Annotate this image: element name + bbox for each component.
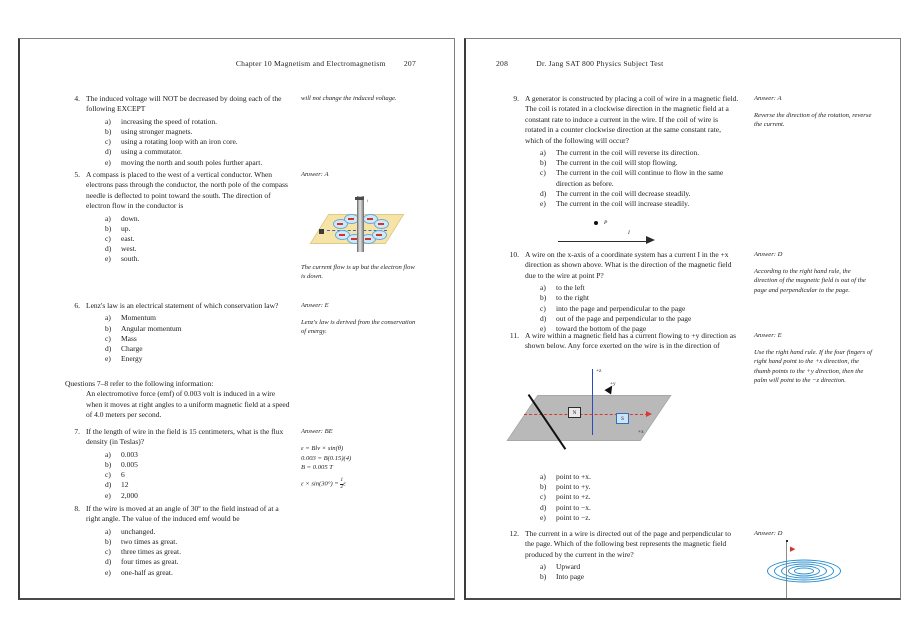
choice-text: up. — [121, 223, 131, 233]
choice-label: e) — [540, 512, 546, 522]
choice-text: using a rotating loop with an iron core. — [121, 137, 238, 147]
choice-item[interactable] — [65, 324, 293, 334]
choice-text: 0.003 — [121, 449, 138, 459]
question-4-margin-note — [301, 94, 419, 103]
choice-label: b) — [540, 482, 547, 492]
question-9-margin-note — [754, 94, 872, 130]
intro-heading: Questions 7–8 refer to the following information: — [65, 379, 214, 388]
choice-item[interactable] — [504, 572, 739, 582]
choice-text: moving the north and south poles further apart. — [121, 157, 263, 167]
choice-text: out of the page and perpendicular to the page — [556, 313, 692, 323]
choice-label: b) — [105, 537, 112, 547]
choice-label: a) — [105, 526, 111, 536]
question-7-choices — [65, 450, 293, 501]
choice-label: b) — [105, 127, 112, 137]
magnetic-field-3d-axes-diagram — [518, 365, 678, 465]
question-10-stem: A wire on the x-axis of a coordinate system has a current I in the +x direction as shown above. What is the direction of the magnetic field due to the wire at point P? — [525, 250, 732, 280]
choice-text: 6 — [121, 470, 125, 480]
margin-answer: Answer: BE — [301, 428, 333, 435]
question-11-choices — [504, 472, 739, 523]
question-12-stem: The current in a wire is directed out of the page and perpendicular to the page. Which of the following best represents the magnetic field produced by the current in the wire? — [525, 529, 731, 559]
choice-text: point to −x. — [556, 502, 591, 512]
wire-current-point-p-diagram — [536, 219, 686, 251]
choice-label: c) — [105, 547, 111, 557]
choice-label: b) — [540, 572, 547, 582]
choice-item[interactable] — [504, 189, 739, 199]
running-head-chapter: Chapter 10 Magnetism and Electromagnetism — [235, 59, 386, 68]
z-axis-line — [592, 369, 593, 435]
running-head-right — [496, 59, 664, 68]
choice-text: Mass — [121, 333, 137, 343]
choice-item[interactable] — [504, 283, 739, 293]
margin-note-text: Use the right hand rule. If the four fingers of right hand point to the +x direction, the thumb points to the +y direction, then the palm will point to the −z direction. — [754, 349, 872, 384]
intro-body: An electromotive force (emf) of 0.003 volt is induced in a wire when it moves at right angles to a uniform magnetic field at a speed of 4.0 meters per second. — [86, 389, 290, 420]
wire-top-dot-icon — [786, 540, 788, 542]
choice-item[interactable] — [65, 480, 293, 490]
choice-item[interactable] — [65, 127, 293, 137]
choice-text: into the page and perpendicular to the page — [556, 303, 686, 313]
choice-item[interactable] — [65, 344, 293, 354]
choice-item[interactable] — [65, 547, 293, 557]
choice-label: e) — [105, 157, 111, 167]
choice-text: Into page — [556, 572, 585, 582]
question-5-stem: A compass is placed to the west of a vertical conductor. When electrons pass through the conductor, the north pole of the compass needle is deflected to point toward the south. The direction of electron flow in the conductor is — [86, 170, 288, 211]
choice-item[interactable] — [504, 314, 739, 324]
choice-text: The current in the coil will decrease steadily. — [556, 188, 691, 198]
choice-label: a) — [105, 116, 111, 126]
choice-label: d) — [105, 480, 112, 490]
choice-item[interactable] — [504, 158, 739, 168]
question-5-margin-caption — [301, 263, 419, 281]
choice-item[interactable] — [65, 491, 293, 501]
choice-text: The current in the coil will reverse its direction. — [556, 148, 700, 158]
question-7-math-derivation — [301, 444, 419, 490]
choice-item[interactable] — [65, 234, 293, 244]
choice-text: Angular momentum — [121, 323, 182, 333]
question-6-number: 6. — [74, 301, 80, 310]
choice-text: point to +x. — [556, 472, 591, 481]
choice-item[interactable] — [65, 354, 293, 364]
margin-answer: Answer: E — [301, 302, 329, 309]
choice-text: 2,000 — [121, 490, 138, 500]
concentric-magnetic-field-lines-diagram — [756, 537, 852, 600]
choice-item[interactable] — [65, 450, 293, 460]
field-line-ring — [767, 560, 841, 583]
math-line-4 — [301, 478, 419, 490]
current-label: i — [367, 198, 369, 203]
choice-text: Upward — [556, 562, 581, 572]
magnet-north-block: N — [568, 407, 581, 418]
choice-text: toward the bottom of the page — [556, 324, 647, 334]
question-7-stem: If the length of wire in the field is 15 centimeters, what is the flux density (in Teslas)? — [86, 427, 284, 447]
question-12-choices — [504, 562, 739, 582]
choice-text: down. — [121, 213, 140, 223]
choice-label: e) — [105, 567, 111, 577]
math-line-2: 0.003 = B(0.15)(4) — [301, 454, 352, 462]
choice-text: south. — [121, 254, 140, 264]
choice-item[interactable] — [65, 147, 293, 157]
margin-answer: Answer: E — [754, 332, 782, 339]
choice-item[interactable] — [65, 254, 293, 264]
marker-square — [319, 229, 324, 234]
question-5-number: 5. — [74, 170, 80, 179]
choice-label: d) — [540, 188, 547, 198]
choice-item[interactable] — [504, 513, 739, 523]
choice-item[interactable] — [504, 492, 739, 502]
question-9-number: 9. — [513, 94, 519, 103]
margin-answer: Answer: D — [754, 251, 783, 258]
question-11-margin-note — [754, 331, 872, 385]
y-axis-label: +y — [610, 381, 616, 387]
choice-label: a) — [540, 562, 546, 572]
choice-label: a) — [105, 313, 111, 323]
x-axis-arrow-icon — [646, 411, 652, 417]
current-direction-arrow-icon: ▶ — [790, 545, 796, 553]
current-arrow-icon — [646, 236, 655, 244]
page-left — [18, 38, 455, 600]
choice-label: a) — [105, 449, 111, 459]
choice-item[interactable] — [504, 168, 739, 188]
choice-text: increasing the speed of rotation. — [121, 116, 218, 126]
fraction-numerator: 1 — [340, 477, 344, 484]
choice-label: e) — [540, 199, 546, 209]
choice-item[interactable] — [65, 557, 293, 567]
choice-text: unchanged. — [121, 526, 156, 536]
choice-label: d) — [540, 502, 547, 512]
math-line-4-suffix: ε — [343, 481, 346, 489]
choice-label: b) — [105, 323, 112, 333]
choice-label: b) — [540, 158, 547, 168]
choice-item[interactable] — [504, 199, 739, 209]
choice-text: 12 — [121, 480, 129, 490]
choice-label: d) — [105, 147, 112, 157]
running-head-title: Dr. Jang SAT 800 Physics Subject Test — [536, 59, 664, 68]
choice-label: d) — [105, 557, 112, 567]
margin-answer: Answer: D — [754, 530, 783, 537]
choice-text: The current in the coil will stop flowing. — [556, 158, 678, 168]
choice-label: b) — [540, 293, 547, 303]
choice-item[interactable] — [65, 460, 293, 470]
choice-item[interactable] — [65, 214, 293, 224]
question-12-number: 12. — [509, 529, 519, 538]
question-4-number: 4. — [74, 94, 80, 103]
margin-note-text: Lenz's law is derived from the conservation of energy. — [301, 319, 416, 336]
choice-item[interactable] — [504, 472, 739, 482]
choice-label: c) — [105, 137, 111, 147]
choice-item[interactable] — [504, 562, 739, 572]
running-head-page-number: 208 — [496, 59, 509, 68]
question-10-number: 10. — [509, 250, 519, 259]
page-right — [464, 38, 901, 600]
choice-text: to the right — [556, 293, 589, 303]
choice-item[interactable] — [65, 244, 293, 254]
math-line-4-prefix: ε × sin(30°) = — [301, 481, 341, 489]
point-p-label: P — [604, 220, 608, 226]
choice-item[interactable] — [65, 470, 293, 480]
wire-axis-line — [558, 241, 648, 242]
choice-text: Energy — [121, 354, 143, 364]
choice-item[interactable] — [65, 334, 293, 344]
choice-text: Charge — [121, 344, 143, 354]
choice-text: using stronger magnets. — [121, 127, 193, 137]
choice-label: c) — [105, 333, 111, 343]
choice-label: a) — [540, 472, 546, 481]
choice-text: four times as great. — [121, 557, 179, 567]
choice-text: using a commutator. — [121, 147, 183, 157]
choice-label: d) — [540, 313, 547, 323]
choice-item[interactable] — [504, 503, 739, 513]
question-4-choices — [65, 117, 293, 168]
margin-note-text: According to the right hand rule, the direction of the magnetic field is out of the page and perpendicular to the page. — [754, 268, 866, 294]
question-5-margin-note — [301, 170, 419, 187]
vertical-conductor-rod — [357, 196, 364, 252]
compass-conductor-diagram — [317, 196, 403, 252]
margin-answer: Answer: A — [301, 171, 329, 178]
choice-label: c) — [540, 303, 546, 313]
compass-icon — [372, 230, 387, 240]
current-label: I — [628, 230, 630, 236]
rod-cap — [355, 197, 364, 200]
margin-note-text: The current flow is up but the electron flow is down. — [301, 264, 415, 281]
question-6-stem: Lenz's law is an electrical statement of which conservation law? — [86, 301, 279, 310]
question-8-stem: If the wire is moved at an angle of 30º to the field instead of at a right angle. The value of the induced emf would be — [86, 504, 279, 524]
choice-label: d) — [105, 244, 112, 254]
question-10-choices — [504, 283, 739, 334]
margin-note-text: will not change the induced voltage. — [301, 95, 397, 102]
choice-label: c) — [105, 470, 111, 480]
running-head-left — [236, 59, 416, 68]
math-line-1: ε = Blv × sin(θ) — [301, 445, 344, 453]
question-6-choices — [65, 313, 293, 364]
choice-text: point to +z. — [556, 492, 591, 502]
choice-label: c) — [540, 168, 546, 178]
choice-label: e) — [105, 354, 111, 364]
question-4-stem: The induced voltage will NOT be decreased by doing each of the following EXCEPT — [86, 94, 282, 114]
choice-item[interactable] — [504, 482, 739, 492]
choice-item[interactable] — [504, 148, 739, 158]
choice-text: east. — [121, 234, 135, 244]
choice-item[interactable] — [504, 293, 739, 303]
choice-item[interactable] — [65, 527, 293, 537]
point-p-dot-icon — [594, 221, 598, 225]
choice-text: The current in the coil will increase steadily. — [556, 199, 690, 209]
margin-note-text: Reverse the direction of the rotation, reverse the current. — [754, 112, 872, 129]
question-11-number: 11. — [509, 331, 519, 340]
field-plane-shape — [506, 395, 671, 441]
question-6-margin-note — [301, 301, 419, 337]
choice-text: The current in the coil will continue to flow in the same direction as before. — [556, 168, 724, 188]
question-5-choices — [65, 214, 293, 265]
choice-text: point to +y. — [556, 482, 591, 492]
choice-item[interactable] — [504, 304, 739, 314]
question-8-number: 8. — [74, 504, 80, 513]
choice-label: a) — [540, 283, 546, 293]
choice-item[interactable] — [65, 117, 293, 127]
magnet-south-block: S — [616, 413, 629, 424]
margin-answer: Answer: A — [754, 95, 782, 102]
question-9-choices — [504, 148, 739, 209]
choice-label: c) — [540, 492, 546, 502]
choice-item[interactable] — [65, 568, 293, 578]
choice-text: Momentum — [121, 313, 156, 323]
choice-label: a) — [105, 213, 111, 223]
choice-text: one-half as great. — [121, 567, 173, 577]
choice-item[interactable] — [65, 158, 293, 168]
choice-text: 0.005 — [121, 460, 138, 470]
choice-text: point to −z. — [556, 512, 591, 522]
choice-text: three times as great. — [121, 547, 181, 557]
running-head-page-number: 207 — [403, 59, 416, 68]
choice-text: to the left — [556, 283, 585, 293]
choice-text: west. — [121, 244, 137, 254]
z-axis-label: +z — [596, 368, 602, 374]
choice-item[interactable] — [65, 137, 293, 147]
choice-item[interactable] — [65, 224, 293, 234]
choice-label: e) — [540, 324, 546, 334]
question-7-number: 7. — [74, 427, 80, 436]
questions-7-8-intro — [65, 379, 293, 421]
choice-label: b) — [105, 460, 112, 470]
fraction-denominator: 2 — [340, 484, 344, 491]
choice-label: c) — [105, 234, 111, 244]
question-8-choices — [65, 527, 293, 578]
choice-label: e) — [105, 254, 111, 264]
math-line-3: B = 0.005 T — [301, 464, 333, 472]
choice-label: e) — [105, 490, 111, 500]
question-7-margin-note — [301, 427, 419, 491]
question-9-stem: A generator is constructed by placing a coil of wire in a magnetic field. The coil is rotated in a clockwise direction in the magnetic field at a constant rate to induce a current in the wire. If the coil of wire is rotated in a counter clockwise direction at the same constant rate, which of the following will occur? — [525, 94, 739, 145]
choice-text: two times as great. — [121, 537, 178, 547]
choice-item[interactable] — [65, 313, 293, 323]
choice-item[interactable] — [65, 537, 293, 547]
choice-label: a) — [540, 148, 546, 158]
compass-icon — [374, 219, 389, 229]
choice-label: d) — [105, 344, 112, 354]
choice-label: b) — [105, 223, 112, 233]
question-11-stem: A wire within a magnetic field has a current flowing to +y direction as shown below. Any force exerted on the wire is in the direction of — [525, 331, 737, 351]
x-axis-label: +x — [638, 429, 644, 435]
question-10-margin-note — [754, 250, 872, 295]
